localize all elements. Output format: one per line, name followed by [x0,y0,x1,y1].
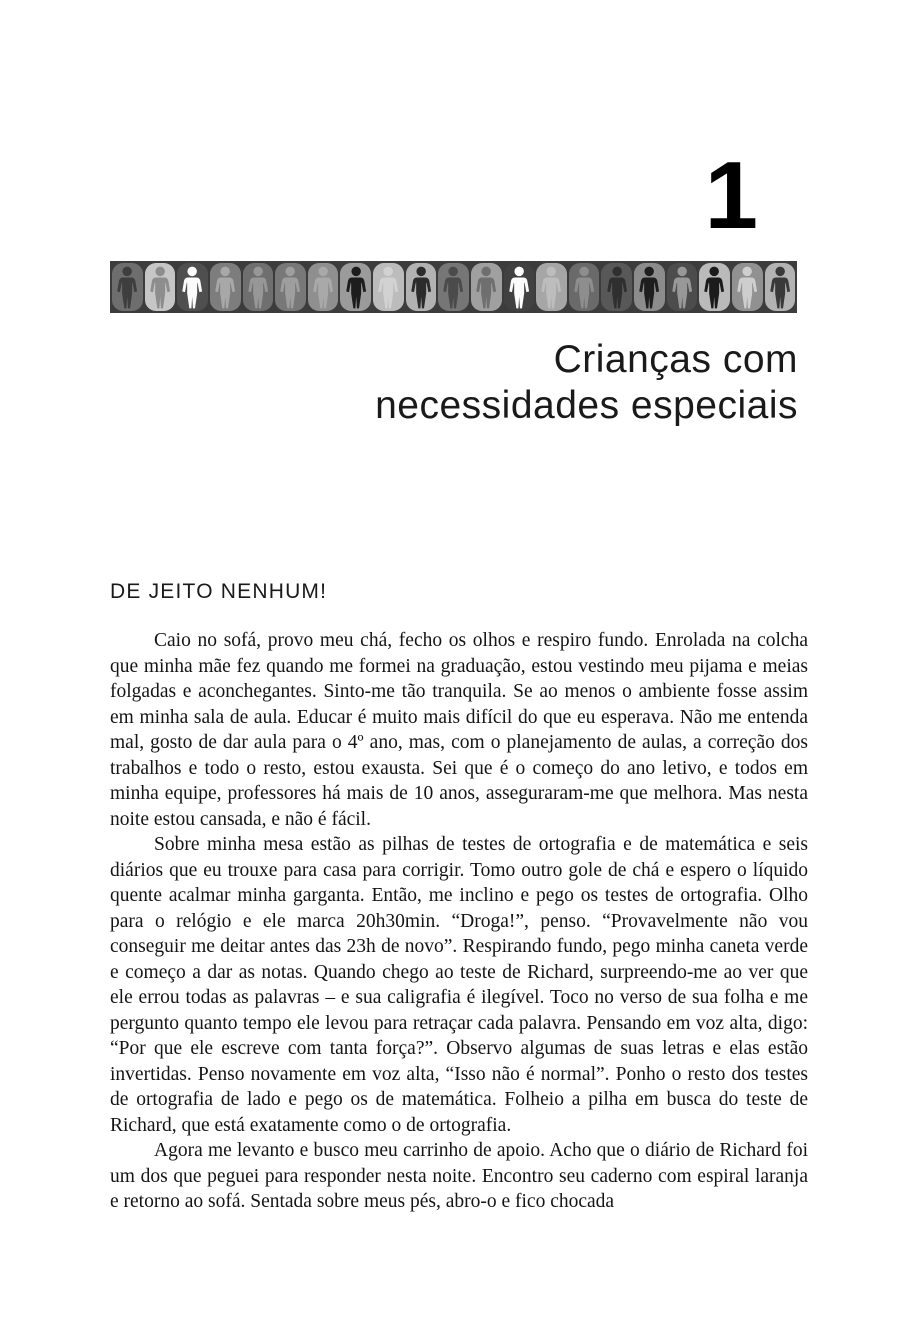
person-icon [699,263,730,311]
person-icon [112,263,143,311]
person-icon [145,263,176,311]
person-icon [536,263,567,311]
person-icon [601,263,632,311]
person-icon [243,263,274,311]
chapter-number: 1 [704,142,758,249]
people-silhouettes-banner [110,261,797,313]
person-icon [634,263,665,311]
chapter-title-line2: necessidades especiais [375,384,798,427]
person-icon [275,263,306,311]
person-icon [340,263,371,311]
chapter-title [110,337,798,429]
section-heading: DE JEITO NENHUM! [110,580,328,603]
paragraph: Sobre minha mesa estão as pilhas de testes de ortografia e de matemática e seis diários que eu trouxe para casa para corrigir. Tomo outro gole de chá e espero o líquido quente acalmar minha garganta. Então, me inclino e pego os testes de ortografia. Olho para o relógio e ele marca 20h30min. “Droga!”, penso. “Provavelmente não vou conseguir me deitar antes das 23h de novo”. Respirando fundo, pego minha caneta verde e começo a dar as notas. Quando chego ao teste de Richard, surpreendo-me ao ver que ele errou todas as palavras – e sua caligrafia é ilegível. Toco no verso de sua folha e me pergunto quanto tempo ele levou para retraçar cada palavra. Pensando em voz alta, digo: “Por que ele escreve com tanta força?”. Observo algumas de suas letras e elas estão invertidas. Penso novamente em voz alta, “Isso não é normal”. Ponho o resto dos testes de ortografia de lado e pego os de matemática. Folheio a pilha em busca do teste de Richard, que está exatamente como o de ortografia. [110,834,808,1136]
person-icon [177,263,208,311]
person-icon [504,263,535,311]
body-paragraphs [110,628,808,1215]
person-icon [438,263,469,311]
person-icon [210,263,241,311]
person-icon [569,263,600,311]
person-icon [373,263,404,311]
person-icon [667,263,698,311]
chapter-title-line1: Crianças com [553,338,798,381]
person-icon [406,263,437,311]
person-icon [732,263,763,311]
paragraph: Caio no sofá, provo meu chá, fecho os olhos e respiro fundo. Enrolada na colcha que minha mãe fez quando me formei na graduação, estou vestindo meu pijama e meias folgadas e aconchegantes. Sinto-me tão tranquila. Se ao menos o ambiente fosse assim em minha sala de aula. Educar é muito mais difícil do que eu esperava. Não me entenda mal, gosto de dar aula para o 4º ano, mas, com o planejamento de aulas, a correção dos trabalhos e todo o resto, estou exausta. Sei que é o começo do ano letivo, e todos em minha equipe, professores há mais de 10 anos, asseguraram-me que melhora. Mas nesta noite estou cansada, e não é fácil. [110,630,808,830]
person-icon [765,263,796,311]
person-icon [471,263,502,311]
paragraph: Agora me levanto e busco meu carrinho de apoio. Acho que o diário de Richard foi um dos que peguei para responder nesta noite. Encontro seu caderno com espiral laranja e retorno ao sofá. Sentada sobre meus pés, abro-o e fico chocada [110,1140,808,1212]
person-icon [308,263,339,311]
